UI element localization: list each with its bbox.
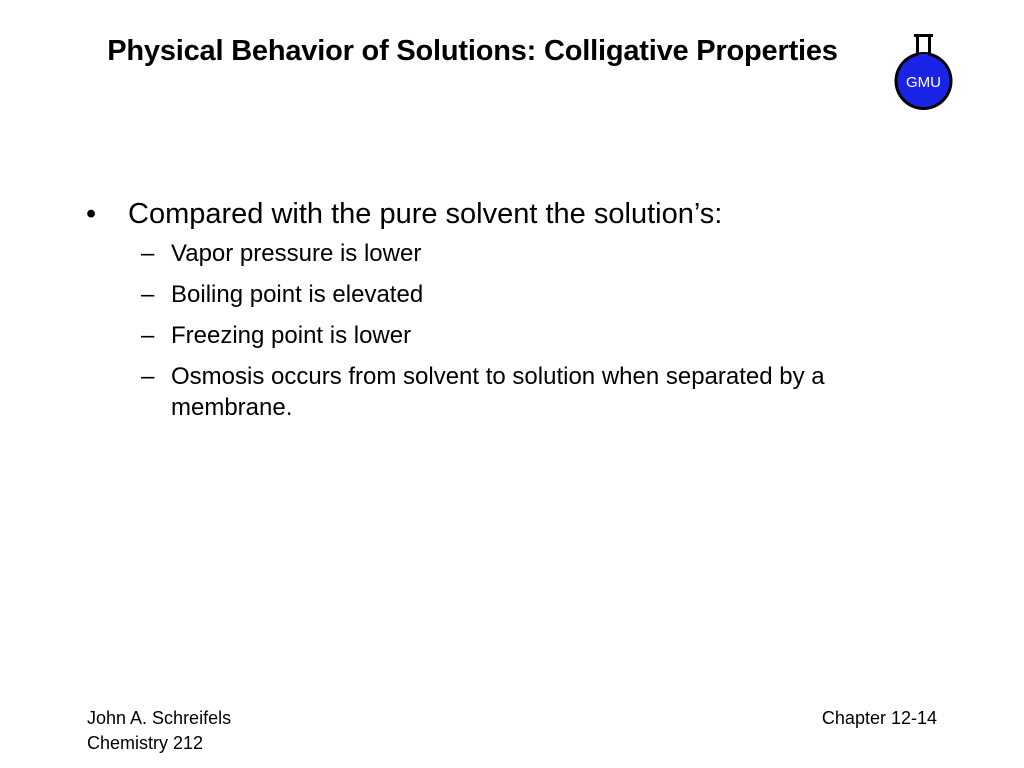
sub-bullet-marker: – [141,281,155,308]
slide-body [86,196,946,433]
footer-right [822,706,937,731]
gmu-flask-logo [888,30,960,112]
footer-left [87,706,231,756]
sub-bullet-item [86,361,931,423]
sub-bullet-text: Osmosis occurs from solvent to solution when separated by a membrane. [171,363,825,421]
flask-icon [888,30,960,112]
sub-bullet-item [86,279,931,310]
sub-bullet-text: Boiling point is elevated [171,281,424,308]
sub-bullet-marker: – [141,322,155,349]
sub-bullet-text: Vapor pressure is lower [171,240,422,267]
footer-author: John A. Schreifels [87,708,232,728]
sub-bullet-text: Freezing point is lower [171,322,412,349]
bullet-marker: • [86,198,97,230]
bullet-text: Compared with the pure solvent the solution’s: [128,198,723,230]
footer-course: Chemistry 212 [87,733,204,753]
sub-bullet-marker: – [141,240,155,267]
sub-bullet-item [86,238,931,269]
slide-title: Physical Behavior of Solutions: Colligative Properties [107,35,838,67]
logo-text: GMU [906,74,941,91]
sub-bullet-list [86,238,946,423]
sub-bullet-marker: – [141,363,155,390]
bullet-item [86,196,946,232]
sub-bullet-item [86,320,931,351]
footer-page-number: Chapter 12-14 [821,708,937,728]
